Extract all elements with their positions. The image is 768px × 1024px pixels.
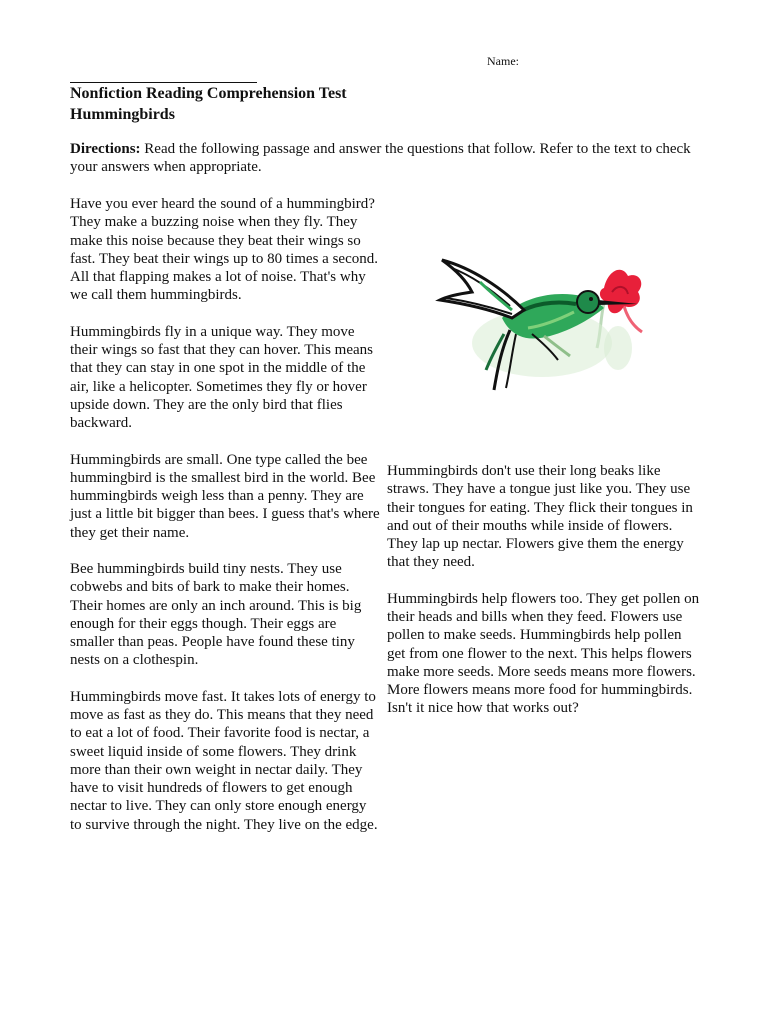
paragraph: Hummingbirds are small. One type called the bee hummingbird is the smallest bird in the world. Bee hummingbirds weigh less than a penny. They are just a little bit bigger than bees. I guess that's where they get their name. (70, 451, 380, 541)
paragraph: Bee hummingbirds build tiny nests. They use cobwebs and bits of bark to make their homes. Their homes are only an inch around. This is big enough for their eggs though. Their eggs are smaller than peas. People have found these tiny nests on a clothespin. (70, 561, 362, 669)
hummingbird-illustration (432, 248, 654, 398)
paragraph: Hummingbirds fly in a unique way. They move their wings so fast that they can hover. This means that they can stay in one spot in the middle of the air, like a helicopter. Sometimes they fly or hover upside down. They are the only bird that flies backward. (70, 323, 373, 431)
directions-label: Directions: (70, 141, 141, 157)
passage-right-column (387, 462, 703, 736)
name-label: Name: (487, 54, 519, 68)
page-title (70, 83, 347, 125)
paragraph: Have you ever heard the sound of a hummingbird? They make a buzzing noise when they fly. They make this noise because they beat their wings so fast. They beat their wings up to 80 times a second. All that flapping makes a lot of noise. That's why we call them hummingbirds. (70, 196, 378, 304)
passage-title: Hummingbirds (70, 106, 175, 123)
directions-text: Read the following passage and answer the questions that follow. Refer to the text to check your answers when appropriate. (70, 141, 691, 176)
directions (70, 140, 710, 177)
paragraph: Hummingbirds don't use their long beaks like straws. They have a tongue just like you. They use their tongues for eating. They flick their tongues in and out of their mouths while inside of flowers. They lap up nectar. Flowers give them the energy that they need. (387, 463, 693, 571)
paragraph: Hummingbirds help flowers too. They get pollen on their heads and bills when they feed. Flowers use pollen to make seeds. Hummingbirds help pollen get from one flower to the next. This helps flowers make more seeds. More seeds means more flowers. More flowers means more food for hummingbirds. Isn't it nice how that works out? (387, 590, 700, 717)
hummingbird-icon (432, 248, 654, 398)
passage-left-column (70, 195, 380, 852)
paragraph: Hummingbirds move fast. It takes lots of energy to move as fast as they do. This means that they need to eat a lot of food. Their favorite food is nectar, a sweet liquid inside of some flowers. They drink more than their own weight in nectar daily. They have to visit hundreds of flowers to get enough nectar to live. They can only store enough energy to survive through the night. They live on the edge. (70, 688, 378, 833)
test-title: Nonfiction Reading Comprehension Test (70, 85, 347, 102)
